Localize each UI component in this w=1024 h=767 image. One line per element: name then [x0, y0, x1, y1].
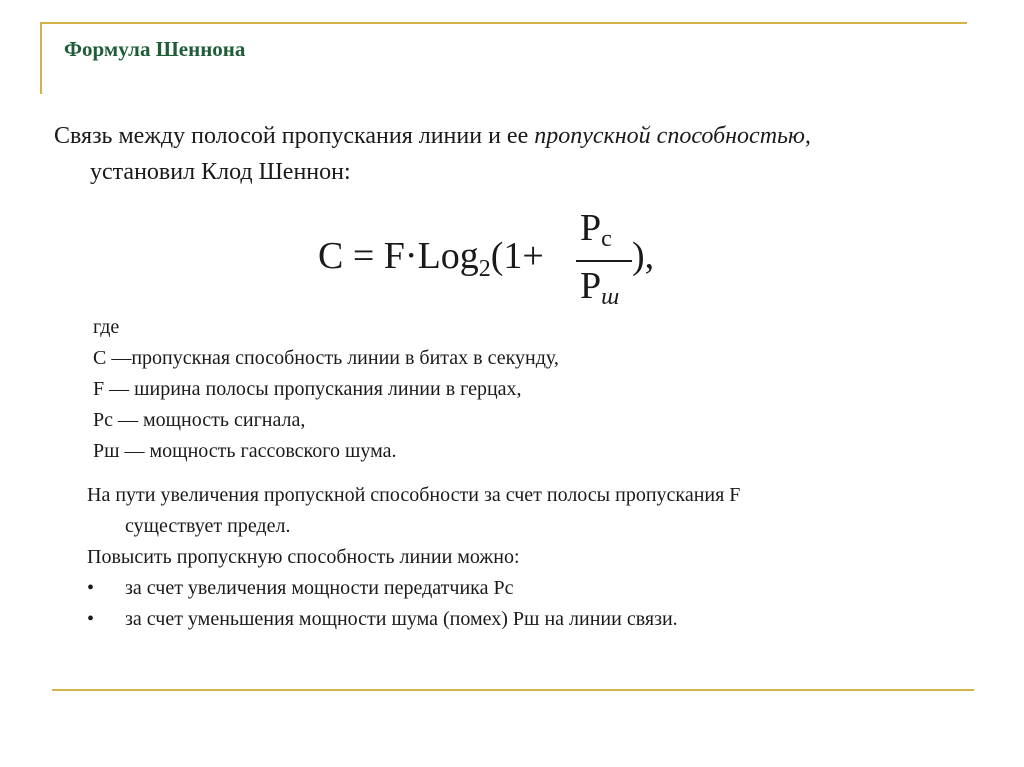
note-1-line-2: существует предел.: [125, 515, 291, 537]
definition-item: F — ширина полосы пропускания линии в герцах,: [93, 378, 522, 400]
slide-title: Формула Шеннона: [64, 37, 246, 61]
note-1-line-1: На пути увеличения пропускной способности за счет полосы пропускания F: [87, 484, 741, 506]
bullet-text: за счет увеличения мощности передатчика Pc: [125, 577, 514, 599]
numerator-main: P: [580, 207, 602, 249]
bullet-dot: •: [87, 577, 95, 599]
intro-text: [54, 118, 974, 190]
definition-item: Pш — мощность гассовского шума.: [93, 440, 397, 462]
definitions: [93, 312, 559, 467]
formula-lhs: [318, 234, 544, 283]
formula-open-paren: (1+: [490, 235, 544, 277]
left-rule: [40, 22, 42, 94]
formula-log-base: 2: [478, 256, 491, 282]
numerator-sub: c: [601, 226, 612, 252]
intro-line-1-text: Связь между полосой пропускания линии и ее: [54, 123, 535, 149]
formula-lhs-text: C = F·Log: [318, 235, 479, 277]
fraction-bar: [576, 260, 632, 262]
intro-line-1-italic: пропускной способностью,: [534, 123, 811, 149]
intro-line-1: [54, 118, 974, 154]
bottom-rule: [52, 689, 974, 691]
bullet-dot: •: [87, 608, 95, 630]
definition-item: C —пропускная способность линии в битах в секунду,: [93, 347, 559, 369]
definition-item: Pc — мощность сигнала,: [93, 409, 306, 431]
notes: [87, 480, 987, 635]
top-rule: [40, 22, 967, 24]
denominator-sub: ш: [601, 284, 620, 310]
bullet-item: [87, 573, 987, 604]
denominator-main: P: [580, 265, 602, 307]
intro-line-2: установил Клод Шеннон:: [90, 159, 351, 185]
bullet-text: за счет уменьшения мощности шума (помех) Pш на линии связи.: [125, 608, 678, 630]
formula-close: ),: [632, 235, 655, 277]
formula-numerator: [580, 206, 612, 253]
shannon-formula: [318, 206, 678, 310]
note-2: Повысить пропускную способность линии можно:: [87, 546, 520, 568]
formula-denominator: [580, 264, 619, 311]
definitions-where: где: [93, 316, 120, 338]
bullet-item: [87, 604, 987, 635]
